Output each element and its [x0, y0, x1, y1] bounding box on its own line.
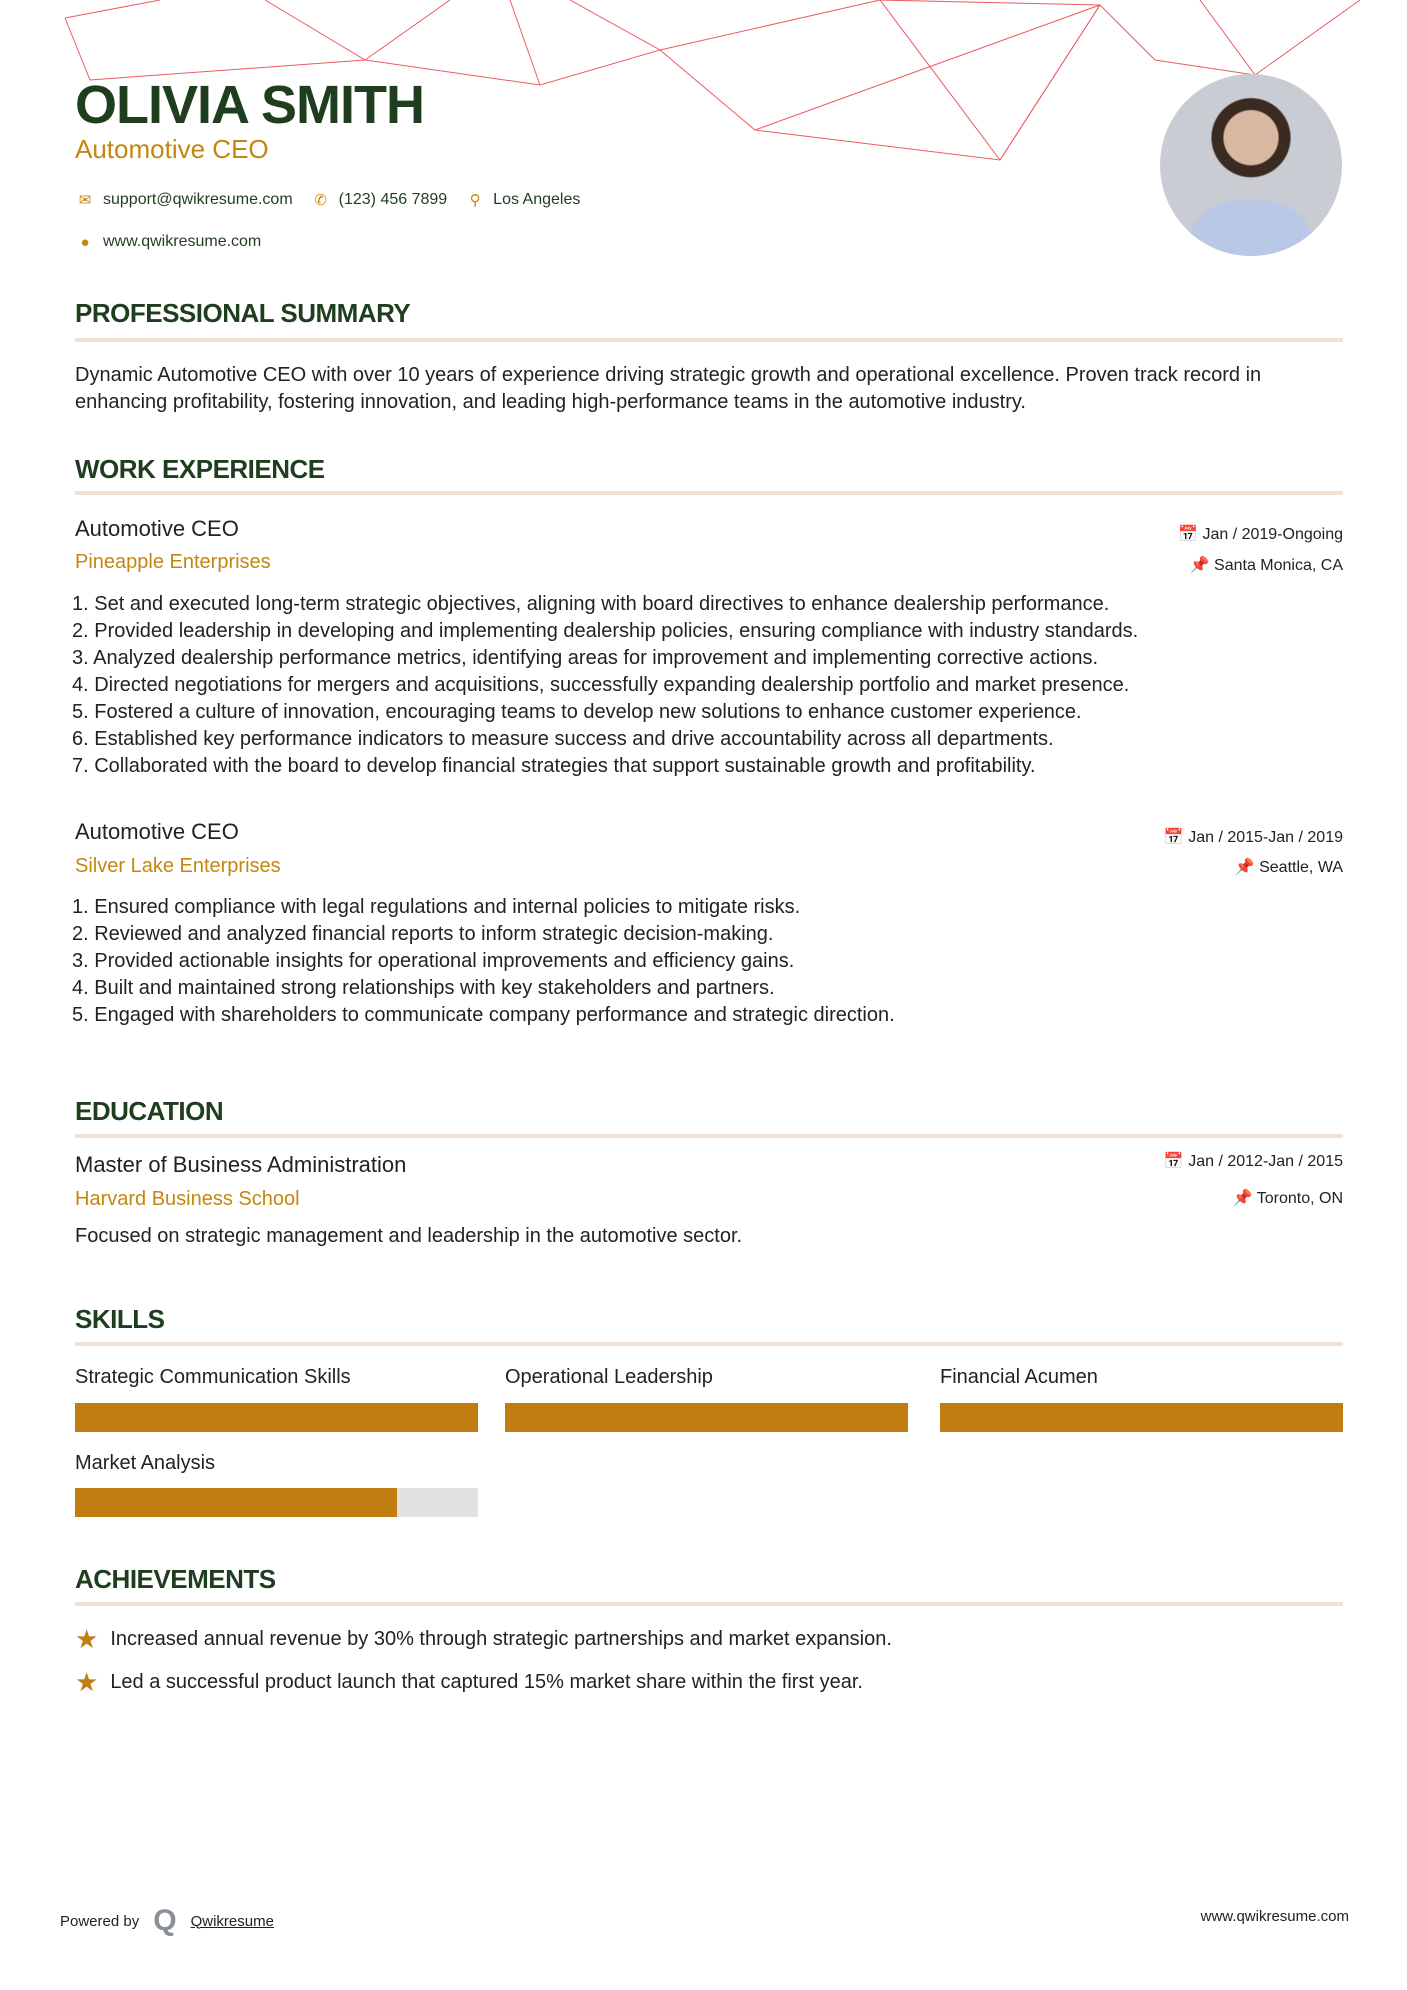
job-company: Pineapple Enterprises [75, 551, 271, 573]
qwikresume-logo-icon: Q [153, 1904, 177, 1937]
job-date: 📅 Jan / 2015-Jan / 2019 [1163, 829, 1343, 846]
star-icon: ★ [75, 1667, 99, 1697]
footer-powered: Powered by Q Qwikresume [60, 1904, 274, 1937]
list-item: 5. Engaged with shareholders to communicate company performance and strategic direction. [72, 1004, 895, 1026]
candidate-name: OLIVIA SMITH [75, 75, 424, 135]
contact-row [75, 191, 580, 209]
website-row [75, 233, 261, 251]
job-title: Automotive CEO [75, 516, 239, 541]
divider [75, 1342, 1343, 1346]
list-item: 1. Set and executed long-term strategic objectives, aligning with board directives to enhance dealership performance. [72, 593, 1110, 615]
job-company: Silver Lake Enterprises [75, 855, 281, 877]
section-heading-skills: SKILLS [75, 1304, 165, 1334]
skill-bar [940, 1403, 1343, 1432]
skill-bar [75, 1488, 478, 1517]
list-item: 2. Provided leadership in developing and implementing dealership policies, ensuring compliance with industry standards. [72, 620, 1139, 642]
footer-url[interactable]: www.qwikresume.com [1200, 1908, 1349, 1925]
list-item: 6. Established key performance indicators to measure success and drive accountability across all departments. [72, 728, 1054, 750]
list-item: 4. Directed negotiations for mergers and acquisitions, successfully expanding dealership portfolio and market presence. [72, 674, 1130, 696]
pin-icon: 📌 [1189, 557, 1215, 574]
pin-icon: 📌 [1232, 1190, 1257, 1207]
calendar-icon: 📅 [1178, 526, 1203, 543]
divider [75, 1134, 1343, 1138]
job-location: 📌 Santa Monica, CA [1189, 557, 1343, 574]
divider [75, 491, 1343, 495]
list-item: 5. Fostered a culture of innovation, encouraging teams to develop new solutions to enhance customer experience. [72, 701, 1082, 723]
job-location: 📌 Seattle, WA [1234, 859, 1343, 876]
achievement-item: ★ Increased annual revenue by 30% through strategic partnerships and market expansion. [75, 1624, 892, 1654]
website-link[interactable]: www.qwikresume.com [103, 233, 262, 250]
skill-label: Financial Acumen [940, 1366, 1098, 1388]
candidate-title: Automotive CEO [75, 134, 269, 164]
skill-bar [75, 1403, 478, 1432]
section-heading-summary: PROFESSIONAL SUMMARY [75, 298, 411, 328]
envelope-icon: ✉ [78, 192, 92, 209]
location-text: Los Angeles [493, 191, 581, 208]
skill-label: Strategic Communication Skills [75, 1366, 351, 1388]
education-description: Focused on strategic management and leadership in the automotive sector. [75, 1225, 743, 1247]
globe-icon: ● [80, 233, 90, 251]
list-item: 1. Ensured compliance with legal regulations and internal policies to mitigate risks. [72, 896, 801, 918]
job-title: Automotive CEO [75, 819, 239, 844]
map-pin-icon: ⚲ [469, 192, 481, 209]
list-item: 3. Provided actionable insights for operational improvements and efficiency gains. [72, 950, 795, 972]
phone-text: (123) 456 7899 [338, 191, 448, 208]
achievement-item: ★ Led a successful product launch that captured 15% market share within the first year. [75, 1667, 863, 1697]
school: Harvard Business School [75, 1188, 300, 1210]
section-heading-education: EDUCATION [75, 1096, 224, 1126]
section-heading-work: WORK EXPERIENCE [75, 454, 325, 484]
phone-icon: ✆ [314, 192, 327, 209]
job-bullets [72, 591, 1138, 780]
skill-bar [505, 1403, 908, 1432]
calendar-icon: 📅 [1163, 1153, 1189, 1170]
list-item: 4. Built and maintained strong relationships with key stakeholders and partners. [72, 977, 775, 999]
email-link[interactable]: support@qwikresume.com [103, 191, 293, 208]
divider [75, 1602, 1343, 1606]
profile-photo [1160, 74, 1342, 256]
skill-label: Operational Leadership [505, 1366, 713, 1388]
list-item: 3. Analyzed dealership performance metrics, identifying areas for improvement and implementing corrective actions. [72, 647, 1099, 669]
pin-icon: 📌 [1234, 859, 1260, 876]
list-item: 2. Reviewed and analyzed financial reports to inform strategic decision-making. [72, 923, 774, 945]
brand-link[interactable]: Qwikresume [190, 1912, 274, 1930]
divider [75, 338, 1343, 342]
section-heading-achievements: ACHIEVEMENTS [75, 1564, 276, 1594]
education-date: 📅 Jan / 2012-Jan / 2015 [1163, 1153, 1343, 1170]
education-location: 📌 Toronto, ON [1232, 1190, 1343, 1207]
skill-label: Market Analysis [75, 1452, 216, 1474]
job-date: 📅 Jan / 2019-Ongoing [1178, 526, 1343, 543]
degree: Master of Business Administration [75, 1152, 407, 1177]
calendar-icon: 📅 [1163, 829, 1189, 846]
star-icon: ★ [75, 1624, 99, 1654]
job-bullets [72, 894, 895, 1029]
summary-text: Dynamic Automotive CEO with over 10 years of experience driving strategic growth and operational excellence. Proven track record in enhancing profitability, fostering innovation, and leading high-performance teams in the automotive industry. [75, 364, 1262, 413]
list-item: 7. Collaborated with the board to develop financial strategies that support sustainable growth and profitability. [72, 755, 1036, 777]
